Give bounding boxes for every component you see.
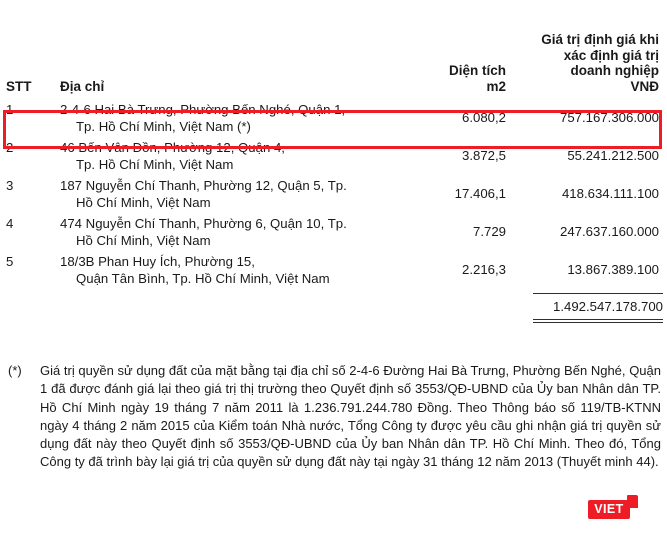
cell-address-line2: Tp. Hồ Chí Minh, Việt Nam <box>76 156 234 172</box>
cell-address-line1: 187 Nguyễn Chí Thanh, Phường 12, Quận 5, Tp. <box>60 178 347 193</box>
column-header-valuation-line1: Giá trị định giá khi <box>541 32 659 47</box>
cell-address-line1: 18/3B Phan Huy Ích, Phường 15, <box>60 254 255 269</box>
cell-address-line1: 474 Nguyễn Chí Thanh, Phường 6, Quận 10, Tp. <box>60 216 347 231</box>
cell-address-line2: Tp. Hồ Chí Minh, Việt Nam (*) <box>76 118 251 134</box>
column-header-area-line2: m2 <box>486 78 506 94</box>
cell-valuation: 55.241.212.500 <box>567 148 659 164</box>
cell-stt: 4 <box>6 216 14 231</box>
total-value: 1.492.547.178.700 <box>552 299 663 314</box>
column-header-area-line1: Diện tích <box>448 63 506 78</box>
cell-address-line2: Hồ Chí Minh, Việt Nam <box>76 194 211 210</box>
cell-address <box>54 252 420 290</box>
table-header <box>0 0 667 100</box>
column-header-valuation-line4: VNĐ <box>630 78 659 94</box>
cell-stt: 2 <box>6 140 14 155</box>
footnote-marker: (*) <box>8 363 22 378</box>
column-header-valuation <box>512 0 667 100</box>
cell-area: 2.216,3 <box>462 262 506 278</box>
column-header-valuation-line2: xác định giá trị <box>563 47 659 63</box>
column-header-address: Địa chỉ <box>60 78 105 94</box>
footnote <box>0 362 667 472</box>
cell-address <box>54 100 420 138</box>
cell-address-line2: Hồ Chí Minh, Việt Nam <box>76 232 211 248</box>
table-row <box>0 176 667 214</box>
cell-stt: 3 <box>6 178 14 193</box>
total-double-rule <box>533 319 663 323</box>
cell-area: 7.729 <box>472 224 506 240</box>
cell-address <box>54 138 420 176</box>
logo-label: VIET <box>588 500 630 519</box>
cell-area: 6.080,2 <box>462 110 506 126</box>
cell-area: 17.406,1 <box>454 186 506 202</box>
cell-address-line2: Quận Tân Bình, Tp. Hồ Chí Minh, Việt Nam <box>76 270 330 286</box>
cell-valuation: 13.867.389.100 <box>567 262 659 278</box>
table-row <box>0 214 667 252</box>
table-header-row <box>0 0 667 100</box>
cell-address <box>54 214 420 252</box>
table-row <box>0 100 667 138</box>
viet-logo <box>588 500 634 522</box>
cell-address-line1: 46 Bến Vân Đồn, Phường 12, Quận 4, <box>60 140 285 155</box>
footnote-text: Giá trị quyền sử dụng đất của mặt bằng tại địa chỉ số 2-4-6 Đường Hai Bà Trưng, Phường Bến Nghé, Quận 1 đã được đánh giá lại theo giá trị thị trường theo Quyết định số 3553/QĐ-UBND của Ủy ban Nhân dân TP. Hồ Chí Minh ngày 19 tháng 7 năm 2011 là 1.236.791.244.780 Đồng. Theo Thông báo số 119/TB-KTNN ngày 4 tháng 2 năm 2015 của Kiểm toán Nhà nước, Tổng Công ty được yêu cầu ghi nhận giá trị quyền sử dụng đất này theo Quyết định số 3553/QĐ-UBND của Ủy ban Nhân dân TP. Hồ Chí Minh. Theo đó, Tổng Công ty đã trình bày lại giá trị của quyền sử dụng đất này tại ngày 31 tháng 12 năm 2013 (Thuyết minh 44). <box>40 363 661 470</box>
cell-address <box>54 176 420 214</box>
cell-valuation: 757.167.306.000 <box>559 110 659 126</box>
cell-valuation: 418.634.111.100 <box>561 186 659 202</box>
table-row <box>0 252 667 290</box>
column-header-stt: STT <box>6 78 32 94</box>
cell-valuation: 247.637.160.000 <box>559 224 659 240</box>
column-header-valuation-line3: doanh nghiệp <box>570 63 659 78</box>
column-header-area <box>420 0 512 100</box>
cell-stt: 5 <box>6 254 14 269</box>
cell-address-line1: 2-4-6 Hai Bà Trưng, Phường Bến Nghé, Quận 1, <box>60 102 346 117</box>
table-row <box>0 138 667 176</box>
cell-stt: 1 <box>6 102 14 117</box>
cell-area: 3.872,5 <box>462 148 506 164</box>
table-body <box>0 100 667 290</box>
total-section <box>0 293 667 323</box>
